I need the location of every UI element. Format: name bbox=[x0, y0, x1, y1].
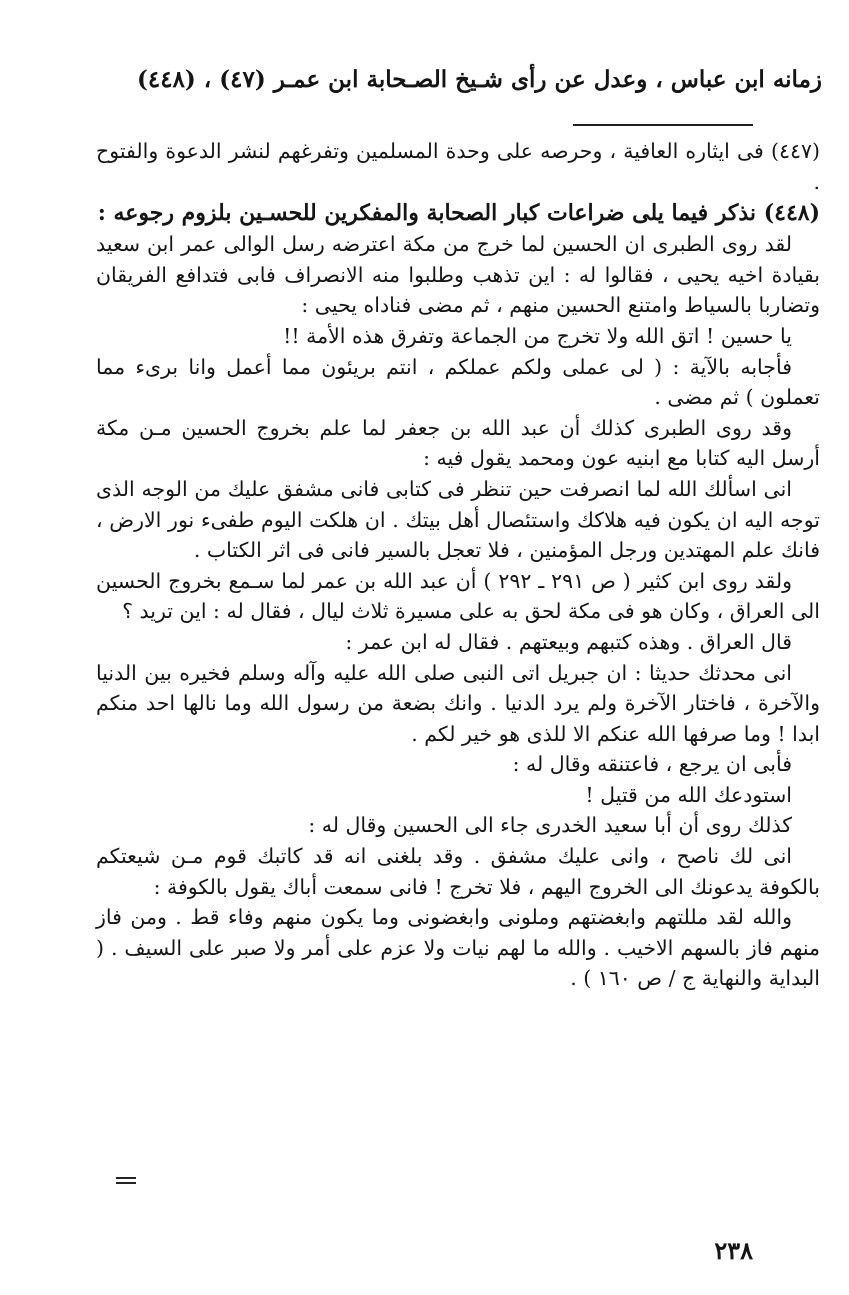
paragraph: انى محدثك حديثا : ان جبريل اتى النبى صلى الله عليه وآله وسلم فخيره بين الدنيا والآخرة ، فاختار الآخرة ولم يرد الدنيا . وانك بضعة من رسول الله وما نالها احد منكم ابدا ! وما صرفها الله عنكم الا للذى هو خير لكم . bbox=[96, 660, 820, 746]
paragraph: يا حسين ! اتق الله ولا تخرج من الجماعة وتفرق هذه الأمة !! bbox=[283, 323, 792, 348]
footnotes-body bbox=[96, 136, 820, 994]
paragraph: والله لقد مللتهم وابغضتهم وملونى وابغضونى وما يكون منهم وفاء قط . ومن فاز منهم فاز بالسهم الاخيب . والله ما لهم نيات ولا عزم على أمر ولا صبر على السيف . ( البداية والنهاية ج / ص ١٦٠ ) . bbox=[96, 905, 820, 991]
paragraph: كذلك روى أن أبا سعيد الخدرى جاء الى الحسين وقال له : bbox=[308, 813, 792, 838]
paragraph: فأجابه بالآية : ( لى عملى ولكم عملكم ، انتم بريئون مما أعمل وانا برىء مما تعملون ) ثم مضى . bbox=[96, 354, 820, 410]
paragraph: ولقد روى ابن كثير ( ص ٢٩١ ـ ٢٩٢ ) أن عبد الله بن عمر لما سـمع بخروج الحسين الى العراق ، وكان هو فى مكة لحق به على مسيرة ثلاث ليال ، فقال له : اين تريد ؟ bbox=[96, 568, 820, 624]
running-header: زمانه ابن عباس ، وعدل عن رأى شـيخ الصـحابة ابن عمـر (٤٧) ، (٤٤٨) bbox=[136, 66, 822, 93]
paragraph: فأبى ان يرجع ، فاعتنقه وقال له : bbox=[512, 752, 792, 777]
paragraph: وقد روى الطبرى كذلك أن عبد الله بن جعفر لما علم بخروج الحسين مـن مكة أرسل اليه كتابا مع ابنيه عون ومحمد يقول فيه : bbox=[96, 415, 820, 471]
paragraph: لقد روى الطبرى ان الحسين لما خرج من مكة اعترضه رسل الوالى عمر ابن سعيد بقيادة اخيه يحيى ، فقالوا له : اين تذهب وطلبوا منه الانصراف فابى فتدافع الفريقان وتضاربا بالسياط وامتنع الحسين منهم ، ثم مضى فناداه يحيى : bbox=[96, 232, 820, 318]
footnote-448-heading: (٤٤٨) نذكر فيما يلى ضراعات كبار الصحابة والمفكرين للحسـين بلزوم رجوعه : bbox=[97, 200, 820, 227]
paragraph: انى لك ناصح ، وانى عليك مشفق . وقد بلغنى انه قد كاتبك قوم مـن شيعتكم بالكوفة يدعونك الى الخروج اليهم ، فلا تخرج ! فانى سمعت أباك يقول بالكوفة : bbox=[96, 844, 820, 899]
paragraph: استودعك الله من قتيل ! bbox=[585, 782, 792, 807]
paragraph: قال العراق . وهذه كتبهم وبيعتهم . فقال له ابن عمر : bbox=[345, 629, 792, 654]
end-mark bbox=[116, 1177, 136, 1184]
footnote-divider bbox=[573, 124, 753, 126]
paragraph: انى اسألك الله لما انصرفت حين تنظر فى كتابى فانى مشفق عليك من الوجه الذى توجه اليه ان يكون فيه هلاكك واستئصال أهل بيتك . ان هلكت اليوم طفىء نور الارض ، فانك علم المهتدين ورجل المؤمنين ، فلا تعجل بالسير فانى فى اثر الكتاب . bbox=[96, 476, 820, 563]
footnote-447: (٤٤٧) فى ايثاره العافية ، وحرصه على وحدة المسلمين وتفرغهم لنشر الدعوة والفتوح . bbox=[96, 139, 820, 194]
page-number: ٢٣٨ bbox=[714, 1236, 753, 1265]
